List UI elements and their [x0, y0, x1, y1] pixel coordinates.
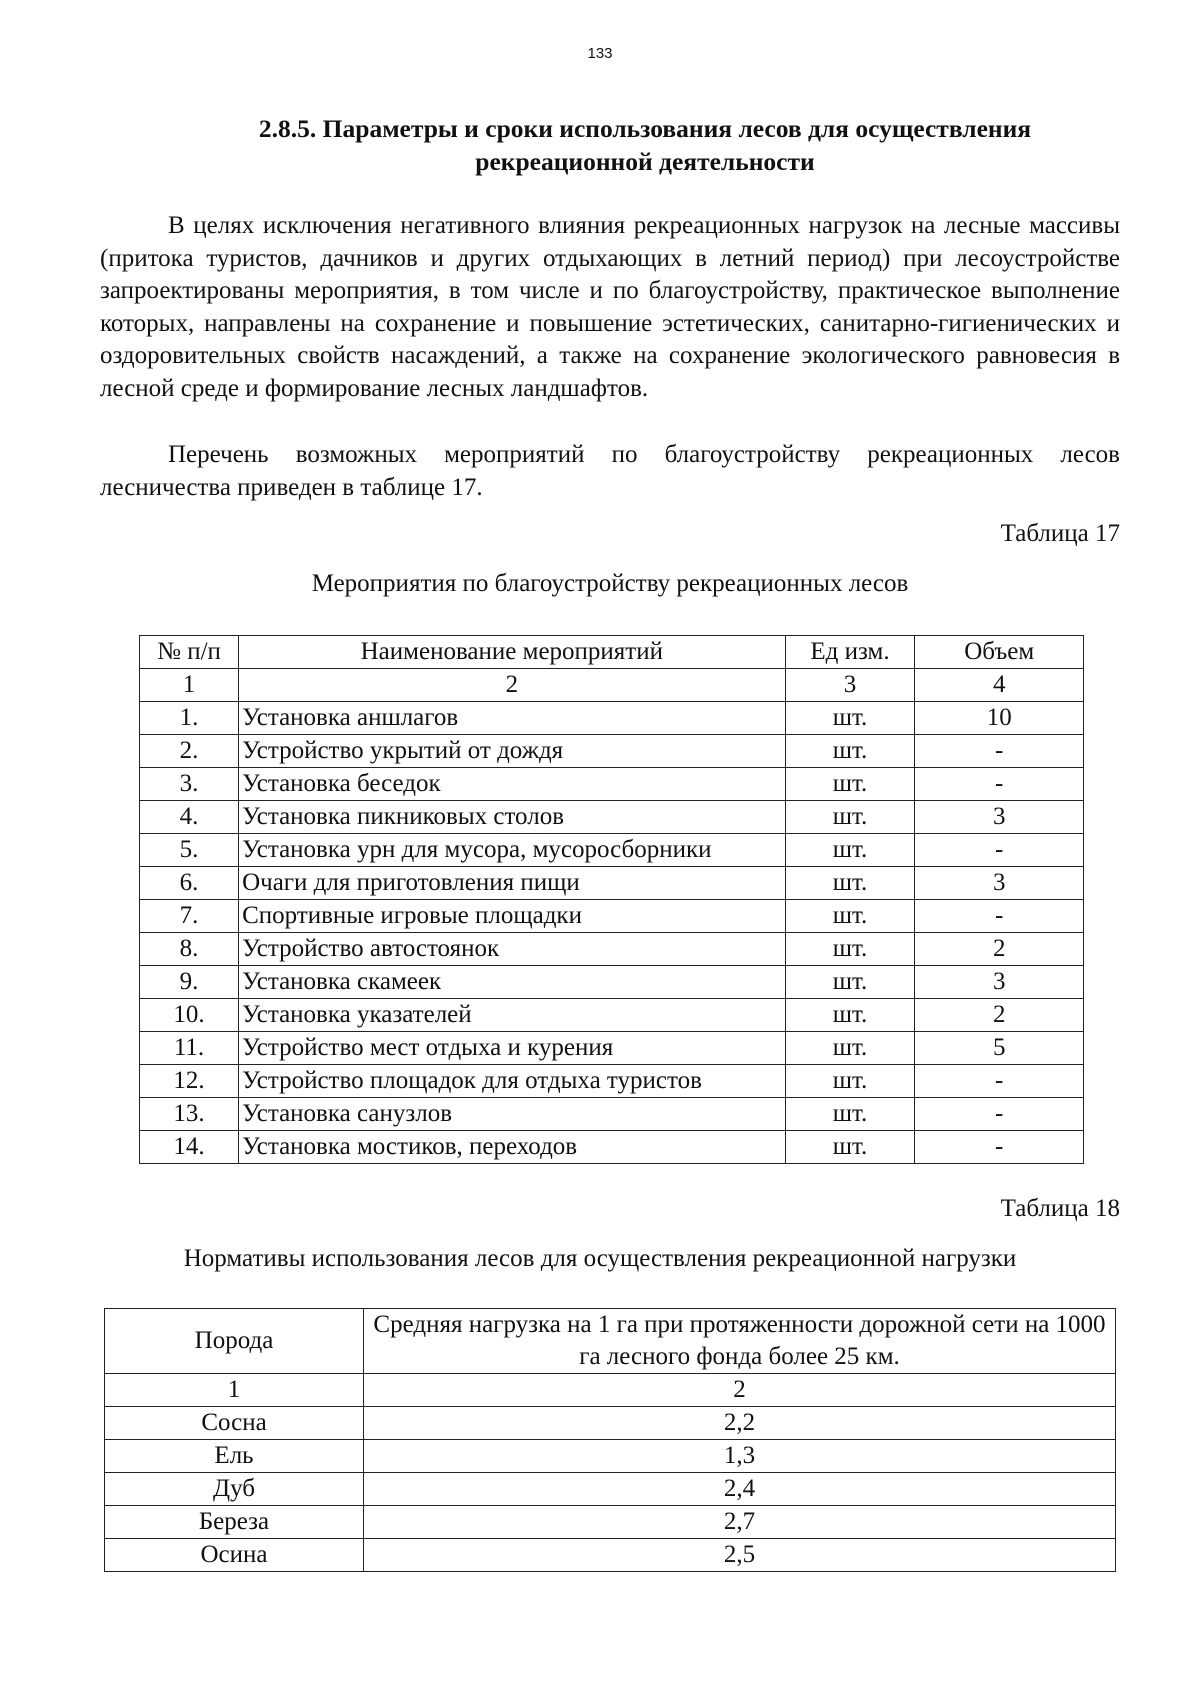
table17-cell: 9.: [140, 966, 239, 999]
table18-header-cell: Порода: [105, 1309, 364, 1374]
table-row: [105, 1506, 1116, 1539]
table17-cell: -: [915, 735, 1084, 768]
table17-cell: шт.: [785, 834, 915, 867]
table17-cell: шт.: [785, 1065, 915, 1098]
table17-cell: -: [915, 1131, 1084, 1164]
table17-header-row: [140, 636, 1084, 669]
table17-numbering-cell: 3: [785, 669, 915, 702]
table18-caption: Нормативы использования лесов для осуществления рекреационной нагрузки: [183, 1245, 1017, 1272]
table17-cell: 7.: [140, 900, 239, 933]
table17-cell: шт.: [785, 801, 915, 834]
table17-cell: 10.: [140, 999, 239, 1032]
table-row: [140, 900, 1084, 933]
table17-cell: Установка пикниковых столов: [239, 801, 786, 834]
table17-cell: шт.: [785, 900, 915, 933]
table17-cell: 1.: [140, 702, 239, 735]
table18-cell: 1,3: [364, 1440, 1116, 1473]
table-row: [140, 933, 1084, 966]
table17-cell: 2.: [140, 735, 239, 768]
table18-cell: Осина: [105, 1539, 364, 1572]
table17-cell: Установка аншлагов: [239, 702, 786, 735]
table17-label: Таблица 17: [1000, 520, 1120, 547]
table18-label: Таблица 18: [1000, 1195, 1120, 1222]
table17-cell: -: [915, 900, 1084, 933]
table-row: [140, 1065, 1084, 1098]
table17-header-cell: Наименование мероприятий: [239, 636, 786, 669]
page-number: 133: [587, 45, 613, 62]
table17-cell: 12.: [140, 1065, 239, 1098]
table-row: [140, 1098, 1084, 1131]
table17-cell: -: [915, 1098, 1084, 1131]
table17: [139, 635, 1084, 1164]
table18-numbering-row: [105, 1374, 1116, 1407]
table-row: [140, 867, 1084, 900]
table-row: [140, 768, 1084, 801]
table-row: [105, 1539, 1116, 1572]
table17-cell: 6.: [140, 867, 239, 900]
table17-cell: Устройство укрытий от дождя: [239, 735, 786, 768]
table17-cell: шт.: [785, 1131, 915, 1164]
paragraph-intro: В целях исключения негативного влияния рекреационных нагрузок на лесные массивы (притока туристов, дачников и других отдыхающих в летний период) при лесоустройстве запроектированы мероприятия, в том числе и по благоустройству, практическое выполнение которых, направлены на сохранение и повышение эстетических, санитарно-гигиенических и оздоровительных свойств насаждений, а также на сохранение экологического равновесия в лесной среде и формирование лесных ландшафтов.: [100, 212, 1120, 402]
table17-cell: 8.: [140, 933, 239, 966]
table17-cell: шт.: [785, 999, 915, 1032]
table-row: [140, 702, 1084, 735]
table18-cell: 2,5: [364, 1539, 1116, 1572]
table17-cell: Установка урн для мусора, мусоросборники: [239, 834, 786, 867]
section-heading-line2: рекреационной деятельности: [475, 147, 815, 176]
table17-cell: 3.: [140, 768, 239, 801]
table-row: [140, 999, 1084, 1032]
table-row: [140, 966, 1084, 999]
table17-cell: Установка мостиков, переходов: [239, 1131, 786, 1164]
table-row: [140, 834, 1084, 867]
table17-header-cell: Ед изм.: [785, 636, 915, 669]
table-row: [140, 801, 1084, 834]
table17-cell: шт.: [785, 966, 915, 999]
table17-cell: Установка скамеек: [239, 966, 786, 999]
table17-cell: 14.: [140, 1131, 239, 1164]
table17-cell: 2: [915, 933, 1084, 966]
table17-cell: Устройство автостоянок: [239, 933, 786, 966]
table17-numbering-cell: 2: [239, 669, 786, 702]
table18-header-cell: Средняя нагрузка на 1 га при протяженности дорожной сети на 1000 га лесного фонда более 25 км.: [364, 1309, 1116, 1374]
table18-cell: Дуб: [105, 1473, 364, 1506]
table17-cell: 11.: [140, 1032, 239, 1065]
table18-cell: 2,4: [364, 1473, 1116, 1506]
table-row: [140, 1131, 1084, 1164]
table17-cell: шт.: [785, 1098, 915, 1131]
table-row: [105, 1407, 1116, 1440]
table17-cell: шт.: [785, 735, 915, 768]
table17-header-cell: № п/п: [140, 636, 239, 669]
table17-cell: шт.: [785, 768, 915, 801]
table17-cell: 4.: [140, 801, 239, 834]
table17-cell: -: [915, 1065, 1084, 1098]
table17-cell: Установка санузлов: [239, 1098, 786, 1131]
table17-cell: 10: [915, 702, 1084, 735]
table-row: [140, 1032, 1084, 1065]
table17-cell: Устройство площадок для отдыха туристов: [239, 1065, 786, 1098]
table17-numbering-cell: 1: [140, 669, 239, 702]
table17-header-cell: Объем: [915, 636, 1084, 669]
table-row: [105, 1440, 1116, 1473]
table17-cell: Установка указателей: [239, 999, 786, 1032]
table18-numbering-cell: 1: [105, 1374, 364, 1407]
table17-cell: Спортивные игровые площадки: [239, 900, 786, 933]
table17-cell: Установка беседок: [239, 768, 786, 801]
table17-cell: 5: [915, 1032, 1084, 1065]
table17-cell: 3: [915, 867, 1084, 900]
table18-cell: Береза: [105, 1506, 364, 1539]
table17-cell: шт.: [785, 867, 915, 900]
table18-cell: 2,2: [364, 1407, 1116, 1440]
table18-cell: 2,7: [364, 1506, 1116, 1539]
table17-cell: Устройство мест отдыха и курения: [239, 1032, 786, 1065]
table17-cell: 13.: [140, 1098, 239, 1131]
section-heading: [200, 112, 1090, 178]
table17-cell: шт.: [785, 702, 915, 735]
paragraph-reference: Перечень возможных мероприятий по благоустройству рекреационных лесов лесничества приведен в таблице 17.: [100, 441, 1120, 501]
table17-cell: шт.: [785, 1032, 915, 1065]
table18-numbering-cell: 2: [364, 1374, 1116, 1407]
table17-caption: Мероприятия по благоустройству рекреационных лесов: [311, 570, 909, 597]
table17-cell: -: [915, 834, 1084, 867]
table17-numbering-cell: 4: [915, 669, 1084, 702]
table17-cell: 3: [915, 801, 1084, 834]
section-heading-line1: 2.8.5. Параметры и сроки использования лесов для осуществления: [258, 114, 1032, 143]
table17-cell: 5.: [140, 834, 239, 867]
table18-cell: Сосна: [105, 1407, 364, 1440]
table18-header-row: [105, 1309, 1116, 1374]
table17-cell: шт.: [785, 933, 915, 966]
table17-cell: 3: [915, 966, 1084, 999]
table17-cell: Очаги для приготовления пищи: [239, 867, 786, 900]
table17-numbering-row: [140, 669, 1084, 702]
table18-cell: Ель: [105, 1440, 364, 1473]
table18: [104, 1308, 1116, 1572]
table-row: [140, 735, 1084, 768]
table-row: [105, 1473, 1116, 1506]
table17-cell: 2: [915, 999, 1084, 1032]
table17-cell: -: [915, 768, 1084, 801]
